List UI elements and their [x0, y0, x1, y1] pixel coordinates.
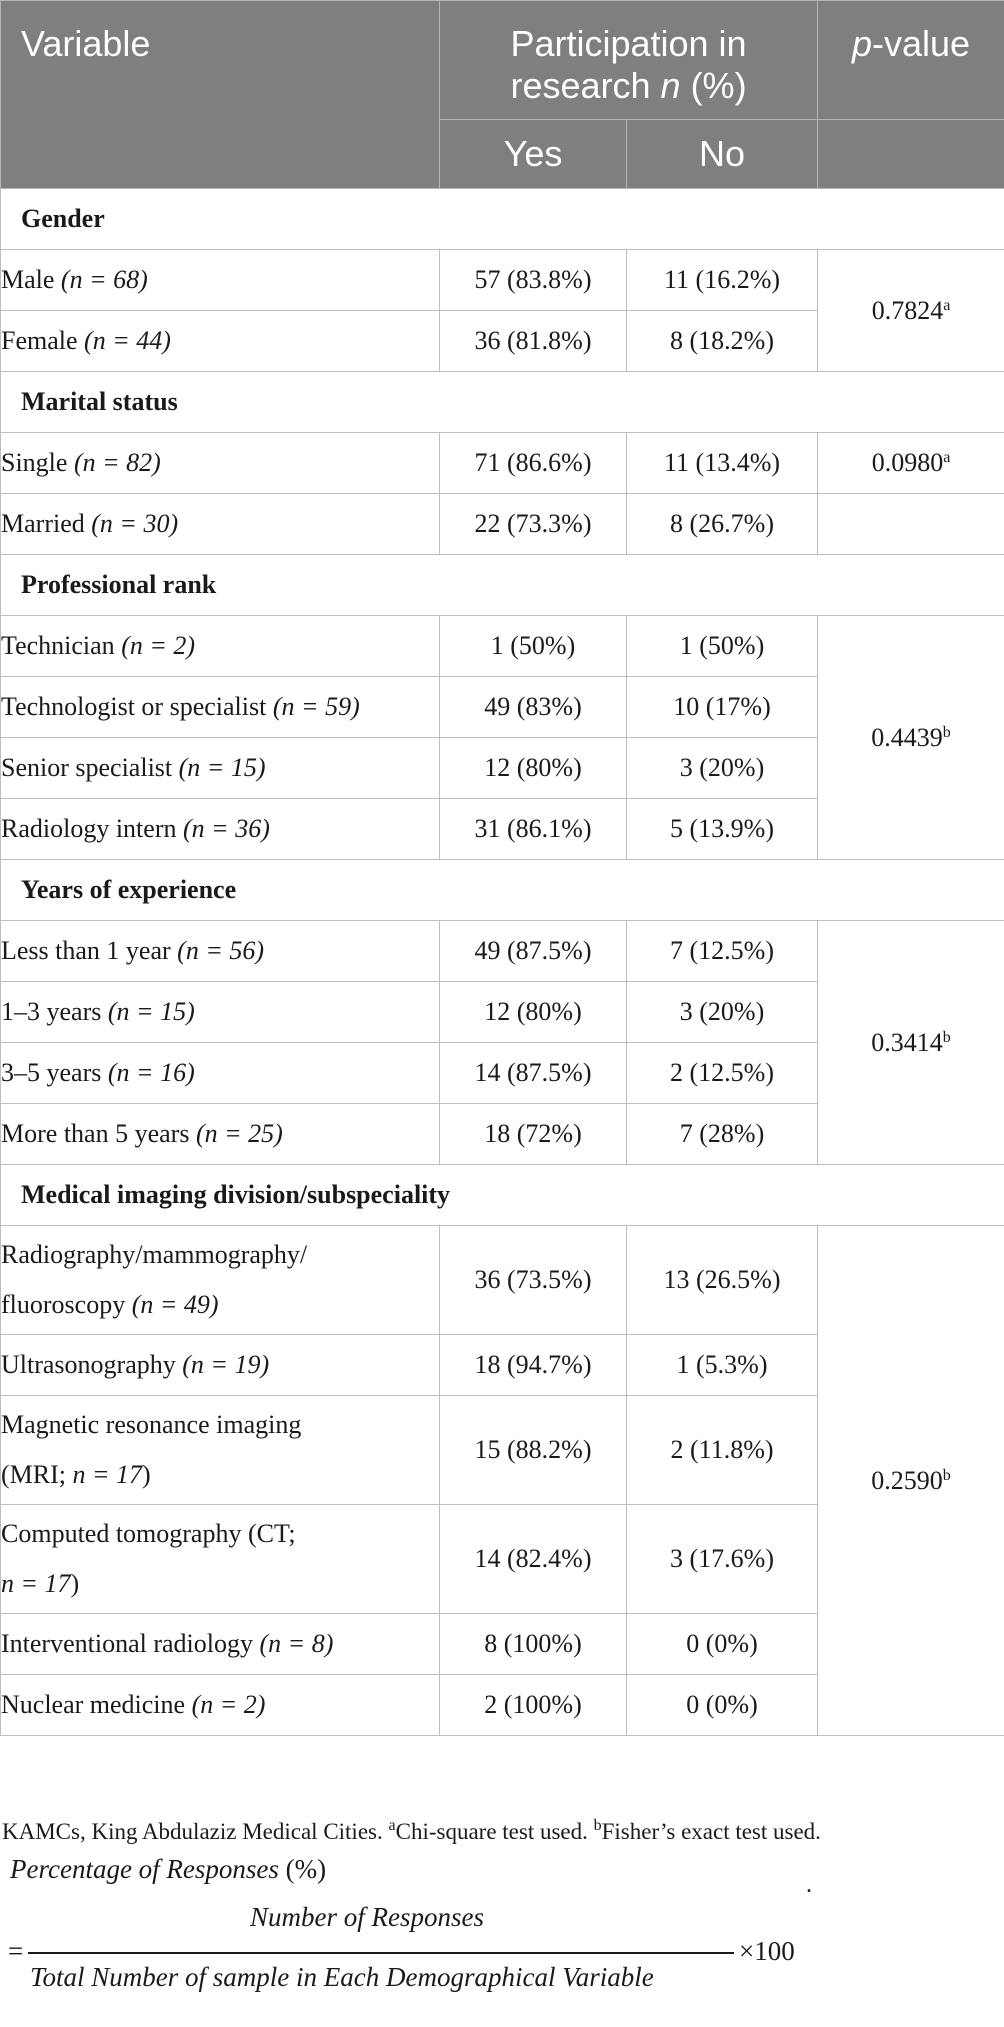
row-label: Male (n = 68) [1, 250, 440, 311]
yes-cell: 18 (94.7%) [440, 1335, 627, 1396]
formula-numerator: Number of Responses [250, 1902, 484, 1932]
no-cell: 1 (50%) [627, 616, 818, 677]
no-cell: 0 (0%) [627, 1614, 818, 1675]
header-p-value: p-value [818, 1, 1004, 120]
p-value-empty [818, 494, 1004, 555]
table-row [1, 616, 1004, 677]
row-label: Female (n = 44) [1, 311, 440, 372]
header-no: No [627, 120, 818, 189]
row-label: More than 5 years (n = 25) [1, 1104, 440, 1165]
section-marital-status: Marital status [1, 372, 1004, 433]
header-yes: Yes [440, 120, 627, 189]
yes-cell: 15 (88.2%) [440, 1396, 627, 1505]
yes-cell: 2 (100%) [440, 1675, 627, 1736]
formula-multiplier: ×100 [739, 1936, 795, 1966]
formula-denominator: Total Number of sample in Each Demographical Variable [30, 1962, 654, 1992]
row-label: Computed tomography (CT; n = 17) [1, 1505, 440, 1614]
section-professional-rank: Professional rank [1, 555, 1004, 616]
no-cell: 3 (20%) [627, 982, 818, 1043]
no-cell: 8 (26.7%) [627, 494, 818, 555]
row-label: 3–5 years (n = 16) [1, 1043, 440, 1104]
no-cell: 1 (5.3%) [627, 1335, 818, 1396]
p-value-cell: 0.3414$^b$ [818, 921, 1004, 1165]
no-cell: 5 (13.9%) [627, 799, 818, 860]
row-label: Married (n = 30) [1, 494, 440, 555]
header-participation: Participation in research n (%) [440, 1, 818, 120]
no-cell: 3 (17.6%) [627, 1505, 818, 1614]
no-cell: 2 (12.5%) [627, 1043, 818, 1104]
no-cell: 11 (13.4%) [627, 433, 818, 494]
yes-cell: 49 (83%) [440, 677, 627, 738]
no-cell: 2 (11.8%) [627, 1396, 818, 1505]
table-row [1, 921, 1004, 982]
table-row [1, 494, 1004, 555]
yes-cell: 12 (80%) [440, 982, 627, 1043]
yes-cell: 14 (82.4%) [440, 1505, 627, 1614]
row-label: Senior specialist (n = 15) [1, 738, 440, 799]
no-cell: 10 (17%) [627, 677, 818, 738]
p-value-cell: 0.2590$^b$ [818, 1226, 1004, 1736]
no-cell: 11 (16.2%) [627, 250, 818, 311]
yes-cell: 36 (73.5%) [440, 1226, 627, 1335]
section-gender: Gender [1, 189, 1004, 250]
row-label: Less than 1 year (n = 56) [1, 921, 440, 982]
yes-cell: 8 (100%) [440, 1614, 627, 1675]
table-row [1, 1226, 1004, 1335]
yes-cell: 1 (50%) [440, 616, 627, 677]
row-label: 1–3 years (n = 15) [1, 982, 440, 1043]
table-row [1, 250, 1004, 311]
yes-cell: 31 (86.1%) [440, 799, 627, 860]
header-variable: Variable [1, 1, 440, 189]
row-label: Nuclear medicine (n = 2) [1, 1675, 440, 1736]
row-label: Single (n = 82) [1, 433, 440, 494]
no-cell: 0 (0%) [627, 1675, 818, 1736]
formula-dot: . [806, 1872, 812, 1898]
section-medical-imaging-division: Medical imaging division/subspeciality [1, 1165, 1004, 1226]
no-cell: 8 (18.2%) [627, 311, 818, 372]
header-p-value-blank [818, 120, 1004, 189]
yes-cell: 36 (81.8%) [440, 311, 627, 372]
p-value-cell: 0.4439$^b$ [818, 616, 1004, 860]
fraction-bar [28, 1952, 734, 1954]
section-years-of-experience: Years of experience [1, 860, 1004, 921]
row-label: Radiography/mammography/ fluoroscopy (n = 49) [1, 1226, 440, 1335]
no-cell: 7 (28%) [627, 1104, 818, 1165]
no-cell: 7 (12.5%) [627, 921, 818, 982]
row-label: Technician (n = 2) [1, 616, 440, 677]
row-label: Magnetic resonance imaging (MRI; n = 17) [1, 1396, 440, 1505]
p-value-cell: 0.0980$^a$ [818, 433, 1004, 494]
p-value-cell: 0.7824$^a$ [818, 250, 1004, 372]
yes-cell: 57 (83.8%) [440, 250, 627, 311]
yes-cell: 12 (80%) [440, 738, 627, 799]
no-cell: 13 (26.5%) [627, 1226, 818, 1335]
yes-cell: 14 (87.5%) [440, 1043, 627, 1104]
table-footnote: KAMCs, King Abdulaziz Medical Cities. $^a$Chi-square test used. $^b$Fisher’s exact test used. [2, 1817, 821, 1844]
yes-cell: 18 (72%) [440, 1104, 627, 1165]
formula-lhs: Percentage of Responses (%) [10, 1854, 327, 1884]
row-label: Interventional radiology (n = 8) [1, 1614, 440, 1675]
no-cell: 3 (20%) [627, 738, 818, 799]
yes-cell: 49 (87.5%) [440, 921, 627, 982]
row-label: Technologist or specialist (n = 59) [1, 677, 440, 738]
formula-equals: = [8, 1936, 24, 1966]
yes-cell: 71 (86.6%) [440, 433, 627, 494]
yes-cell: 22 (73.3%) [440, 494, 627, 555]
row-label: Ultrasonography (n = 19) [1, 1335, 440, 1396]
table-row [1, 433, 1004, 494]
percentage-formula [0, 1850, 1004, 2025]
row-label: Radiology intern (n = 36) [1, 799, 440, 860]
